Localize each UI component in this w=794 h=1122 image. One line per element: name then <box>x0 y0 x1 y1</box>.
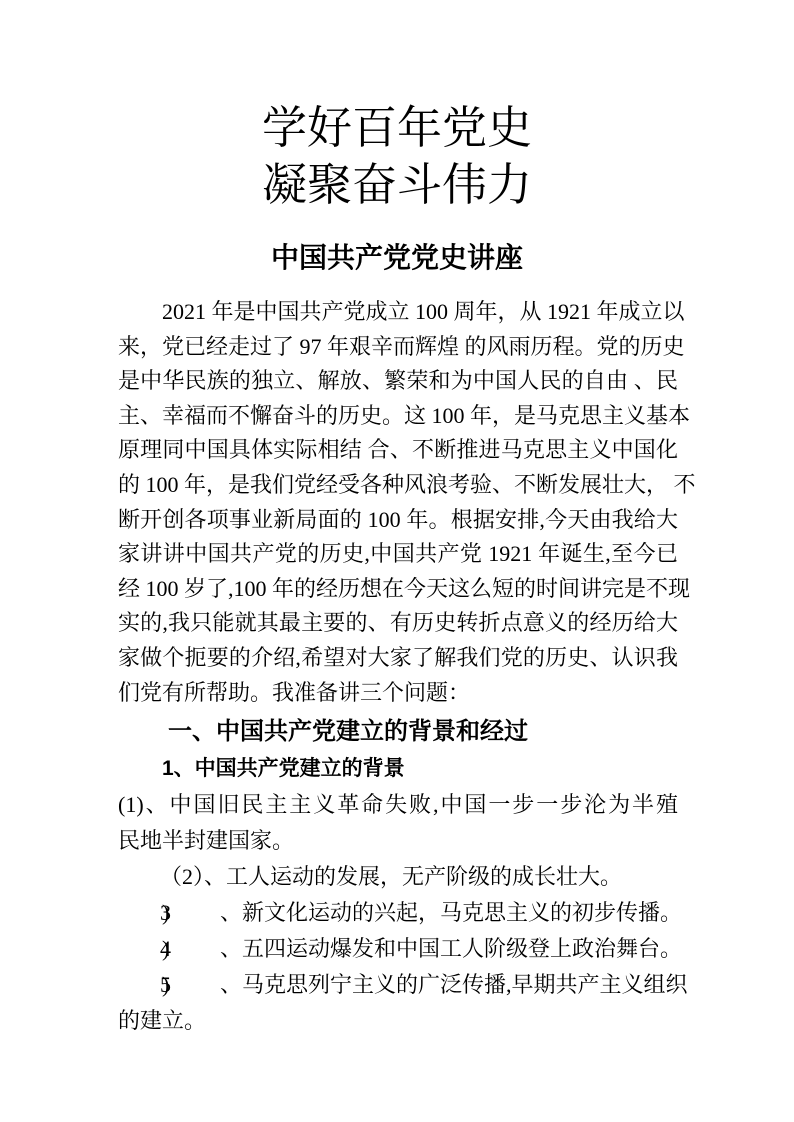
paragraph-line: 是中华民族的独立、解放、繁荣和为中国人民的自由 、民 <box>118 368 678 394</box>
paragraph-line: 2021 年是中国共产党成立 100 周年，从 1921 年成立以 <box>118 299 685 324</box>
section-heading: 一、中国共产党建立的背景和经过 <box>168 718 528 745</box>
paragraph-line: 家讲讲中国共产党的历史,中国共产党 1921 年诞生,至今已 <box>118 541 678 567</box>
paragraph-line: 来，党已经走过了 97 年艰辛而辉煌 的风雨历程。党的历史 <box>118 333 685 359</box>
item-number: 5) <box>160 972 161 997</box>
title-line-2: 凝聚奋斗伟力 <box>261 160 532 210</box>
item-number: 4) <box>160 936 161 961</box>
paragraph-line: 实的,我只能就其最主要的、有历史转折点意义的经历给大 <box>118 610 678 636</box>
item-text: 、马克思列宁主义的广泛传播,早期共产主义组织 <box>220 972 688 997</box>
item-text: 、新文化运动的兴起，马克思主义的初步传播。 <box>220 900 683 925</box>
paragraph-line: 断开创各项事业新局面的 100 年。根据安排,今天由我给大 <box>118 506 678 532</box>
item-4 <box>160 934 682 964</box>
paragraph-line: 家做个扼要的介绍,希望对大家了解我们党的历史、认识我 <box>118 645 678 670</box>
item-1-line-2: 民地半封建国家。 <box>118 828 295 853</box>
item-5-line-2: 的建立。 <box>118 1008 207 1033</box>
paragraph-line: 经 100 岁了,100 年的经历想在今天这么短的时间讲完是不现 <box>118 575 691 601</box>
title-line-1: 学好百年党史 <box>261 103 532 153</box>
item-1-line-1: (1)、中国旧民主主义革命失败,中国一步一步沦为半殖 <box>118 792 678 817</box>
item-5 <box>160 970 688 1000</box>
paragraph-line: 主、幸福而不懈奋斗的历史。这 100 年，是马克思主义基本 <box>118 402 691 428</box>
subtitle: 中国共产党党史讲座 <box>270 242 523 273</box>
item-text: 、五四运动爆发和中国工人阶级登上政治舞台。 <box>220 936 683 961</box>
paragraph-line: 们党有所帮助。我准备讲三个问题： <box>118 679 471 705</box>
paragraph-line: 的 100 年，是我们党经受各种风浪考验、不断发展壮大， 不 <box>118 472 696 497</box>
item-number: 3) <box>160 900 161 925</box>
item-3 <box>160 898 682 928</box>
paragraph-line: 原理同中国具体实际相结 合、不断推进马克思主义中国化 <box>118 437 678 463</box>
item-2: （2）、工人运动的发展，无产阶级的成长壮大。 <box>160 864 623 889</box>
sub-heading: 1、中国共产党建立的背景 <box>162 757 405 780</box>
